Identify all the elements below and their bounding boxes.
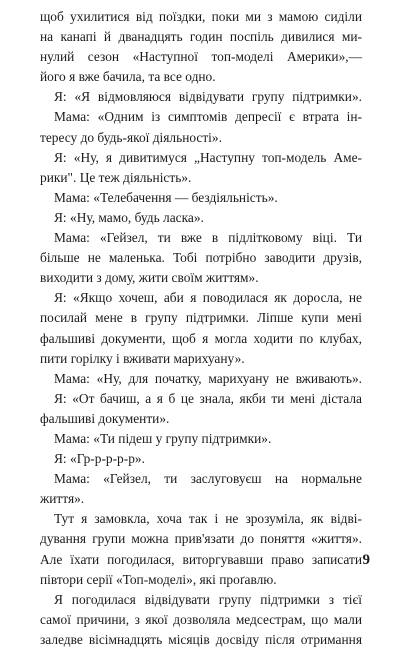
body-text bbox=[40, 7, 362, 650]
text-line: Я: «Якщо хочеш, аби я поводилася як доросла, не bbox=[54, 290, 362, 306]
text-line: Я: «Гр-р-р-р-р». bbox=[54, 451, 145, 467]
text-line: тересу до будь-якої діяльності». bbox=[40, 129, 222, 145]
page-number: 9 bbox=[362, 552, 370, 568]
text-line: більше не маленька. Тобі потрібно заводити друзів, bbox=[40, 250, 362, 266]
text-line: Мама: «Гейзел, ти заслуговуєш на нормальне bbox=[54, 471, 362, 487]
text-line: Мама: «Телебачення — бездіяльність». bbox=[54, 189, 278, 205]
text-line: Але їхати погодилася, виторгувавши право записати bbox=[40, 551, 362, 567]
text-line: Тут я замовкла, хоча так і не зрозуміла, як відві- bbox=[54, 511, 362, 527]
text-line: заледве вісімнадцять місяців досвіду після отримання bbox=[40, 631, 362, 647]
text-line: на канапі й дванадцять годин поспіль дивилися ми- bbox=[40, 29, 362, 45]
text-line: фальшиві документи». bbox=[40, 410, 170, 426]
text-line: Мама: «Ти підеш у групу підтримки». bbox=[54, 430, 272, 446]
text-line: Я: «От бачиш, а я б це знала, якби ти мені дістала bbox=[54, 390, 362, 406]
text-line: рики". Це теж діяльність». bbox=[40, 169, 192, 185]
text-line: нулий сезон «Наступної топ-моделі Америки»,— bbox=[40, 49, 362, 65]
text-line: Я: «Ну, я дивитимуся „Наступну топ-модель Аме- bbox=[54, 149, 362, 165]
text-line: виходити з дому, жити своїм життям». bbox=[40, 270, 259, 286]
text-line: Мама: «Ну, для початку, марихуану не вживають». bbox=[54, 370, 362, 386]
text-line: посилай мене в групу підтримки. Ліпше купи мені bbox=[40, 310, 362, 326]
text-line: Я погодилася відвідувати групу підтримки з тієї bbox=[54, 591, 362, 607]
text-line: Я: «Я відмовляюся відвідувати групу підтримки». bbox=[54, 89, 362, 105]
text-line: Мама: «Гейзел, ти вже в підлітковому віці. Ти bbox=[54, 230, 362, 246]
text-line: дування групи можна прив'язати до поняття «життя». bbox=[40, 531, 362, 547]
text-line: життя». bbox=[40, 491, 85, 507]
text-line: щоб ухилитися від поїздки, поки ми з мамою сиділи bbox=[40, 9, 362, 24]
text-line: півтори серії «Топ-моделі», які проґавлю. bbox=[40, 571, 277, 587]
text-line: пити горілку і вживати марихуану». bbox=[40, 350, 245, 366]
text-line: фальшиві документи, щоб я могла ходити по клубах, bbox=[40, 330, 362, 346]
text-line: Мама: «Одним із симптомів депресії є втрата ін- bbox=[54, 109, 362, 125]
text-line: Я: «Ну, мамо, будь ласка». bbox=[54, 209, 204, 225]
text-line: його я вже бачила, та все одно. bbox=[40, 69, 216, 85]
text-line: самої причини, з якої дозволяла медсестрам, що мали bbox=[40, 611, 362, 627]
